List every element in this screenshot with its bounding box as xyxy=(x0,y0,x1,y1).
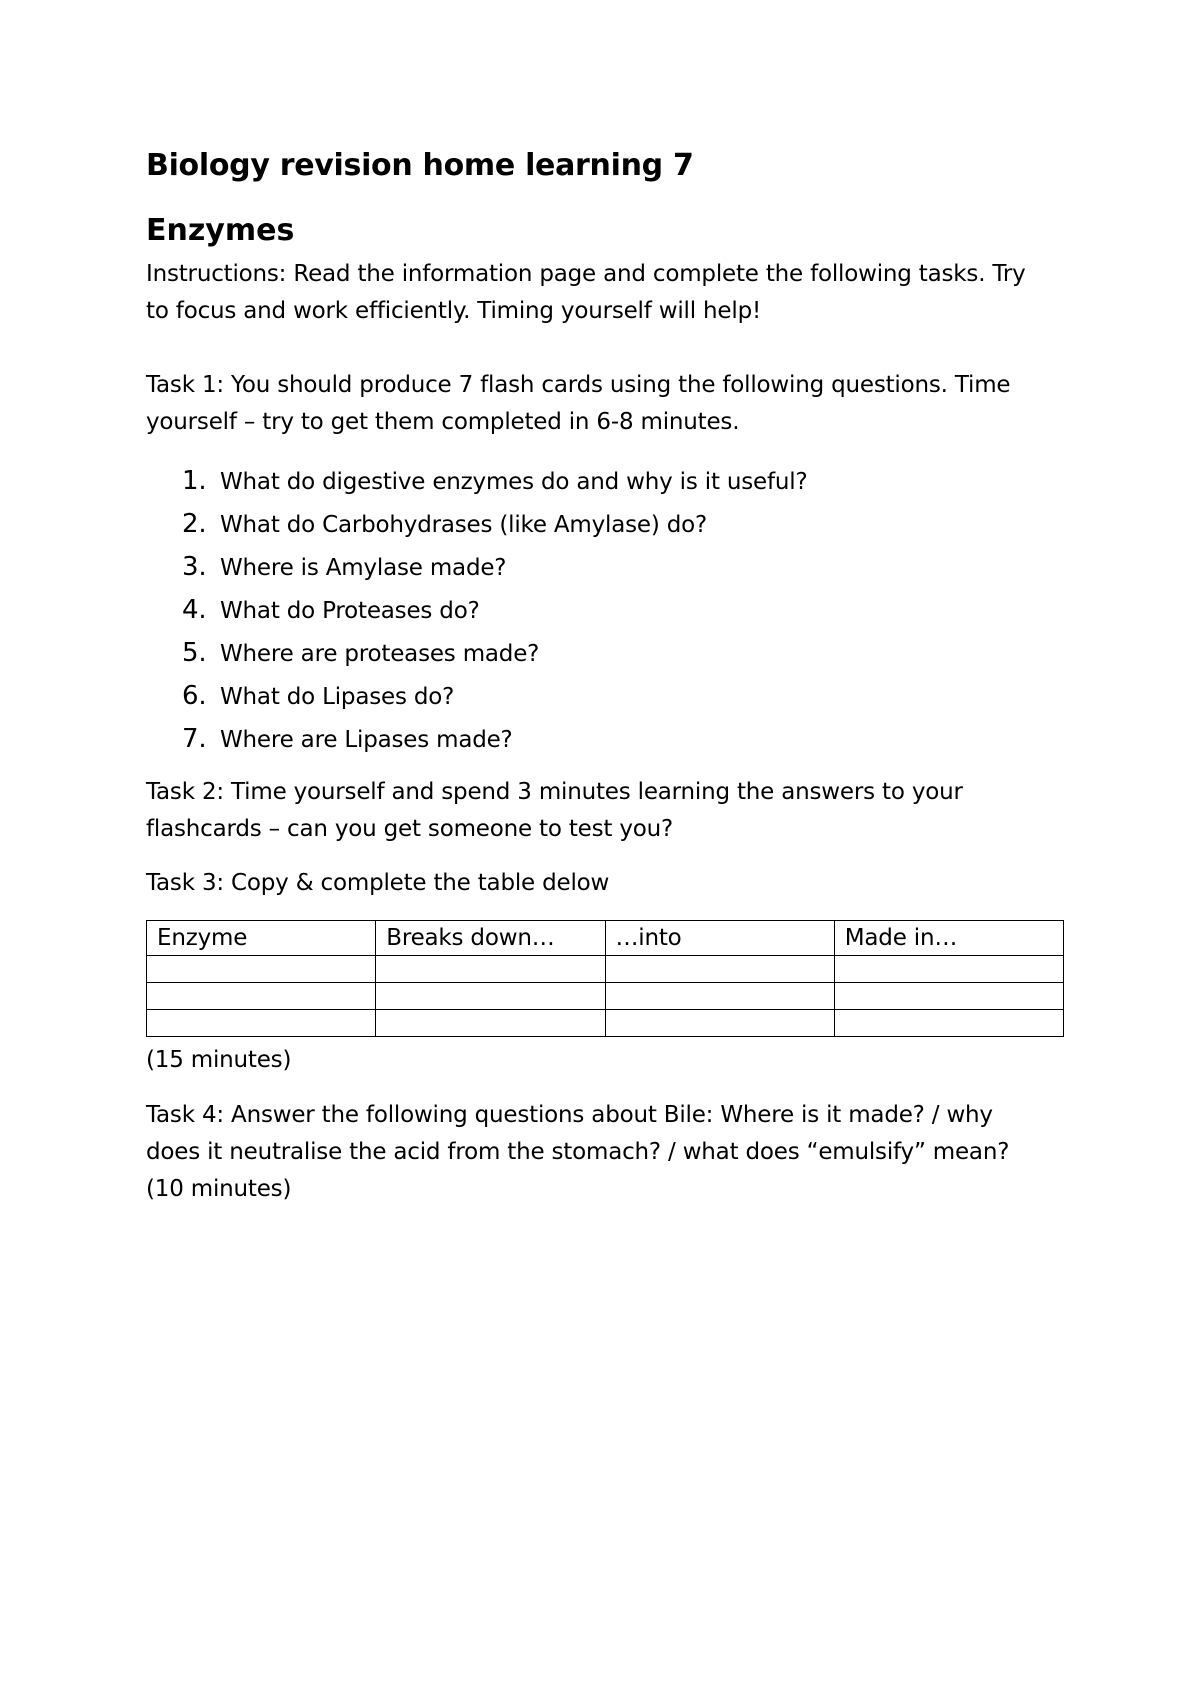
table-cell xyxy=(834,956,1063,983)
table-header-cell: …into xyxy=(605,921,834,956)
task3-time: (15 minutes) xyxy=(146,1047,292,1073)
question-text: What do Lipases do? xyxy=(220,684,455,710)
question-text: Where are proteases made? xyxy=(220,641,540,667)
question-number: 4. xyxy=(182,595,207,625)
table-cell xyxy=(376,956,605,983)
table-cell xyxy=(605,1010,834,1037)
task2-paragraph xyxy=(146,774,1056,848)
question-number: 2. xyxy=(182,509,207,539)
task3-line: Task 3: Copy & complete the table delow xyxy=(146,870,610,896)
table-cell xyxy=(147,1010,376,1037)
question-number: 3. xyxy=(182,552,207,582)
table-header-row xyxy=(147,921,1064,956)
task1-paragraph xyxy=(146,367,1056,441)
table-cell xyxy=(376,983,605,1010)
table-header-cell: Made in… xyxy=(834,921,1063,956)
task1-line: yourself – try to get them completed in 6-8 minutes. xyxy=(146,409,740,435)
task3-paragraph xyxy=(146,865,1056,902)
question-item xyxy=(182,460,807,503)
table-header-cell: Enzyme xyxy=(147,921,376,956)
question-list xyxy=(182,460,807,761)
table-header-cell: Breaks down… xyxy=(376,921,605,956)
task3-time-paragraph xyxy=(146,1042,1056,1079)
question-number: 5. xyxy=(182,638,207,668)
question-number: 7. xyxy=(182,724,207,754)
table-row xyxy=(147,983,1064,1010)
task4-line: Task 4: Answer the following questions about Bile: Where is it made? / why xyxy=(146,1102,993,1128)
question-number: 6. xyxy=(182,681,207,711)
question-item xyxy=(182,589,807,632)
table-cell xyxy=(147,956,376,983)
question-text: Where are Lipases made? xyxy=(220,727,513,753)
table-row xyxy=(147,956,1064,983)
task2-line: flashcards – can you get someone to test you? xyxy=(146,816,673,842)
table-cell xyxy=(147,983,376,1010)
table-cell xyxy=(376,1010,605,1037)
table-cell xyxy=(605,983,834,1010)
question-item xyxy=(182,546,807,589)
task4-paragraph xyxy=(146,1097,1056,1208)
document-subtitle: Enzymes xyxy=(146,213,295,248)
question-item xyxy=(182,718,807,761)
enzyme-table xyxy=(146,920,1064,1037)
instructions-line: to focus and work efficiently. Timing yourself will help! xyxy=(146,298,761,324)
question-item xyxy=(182,503,807,546)
question-item xyxy=(182,632,807,675)
instructions-line: Instructions: Read the information page and complete the following tasks. Try xyxy=(146,261,1026,287)
task2-line: Task 2: Time yourself and spend 3 minutes learning the answers to your xyxy=(146,779,963,805)
question-text: What do Carbohydrases (like Amylase) do? xyxy=(220,512,708,538)
question-item xyxy=(182,675,807,718)
question-text: Where is Amylase made? xyxy=(220,555,507,581)
table-cell xyxy=(834,1010,1063,1037)
task4-line: does it neutralise the acid from the stomach? / what does “emulsify” mean? xyxy=(146,1139,1010,1165)
question-text: What do digestive enzymes do and why is it useful? xyxy=(220,469,808,495)
table-row xyxy=(147,1010,1064,1037)
table-cell xyxy=(605,956,834,983)
task4-line: (10 minutes) xyxy=(146,1176,292,1202)
question-number: 1. xyxy=(182,466,207,496)
table-cell xyxy=(834,983,1063,1010)
task1-line: Task 1: You should produce 7 flash cards using the following questions. Time xyxy=(146,372,1011,398)
question-text: What do Proteases do? xyxy=(220,598,480,624)
document-title: Biology revision home learning 7 xyxy=(146,148,694,183)
instructions-paragraph xyxy=(146,256,1056,330)
